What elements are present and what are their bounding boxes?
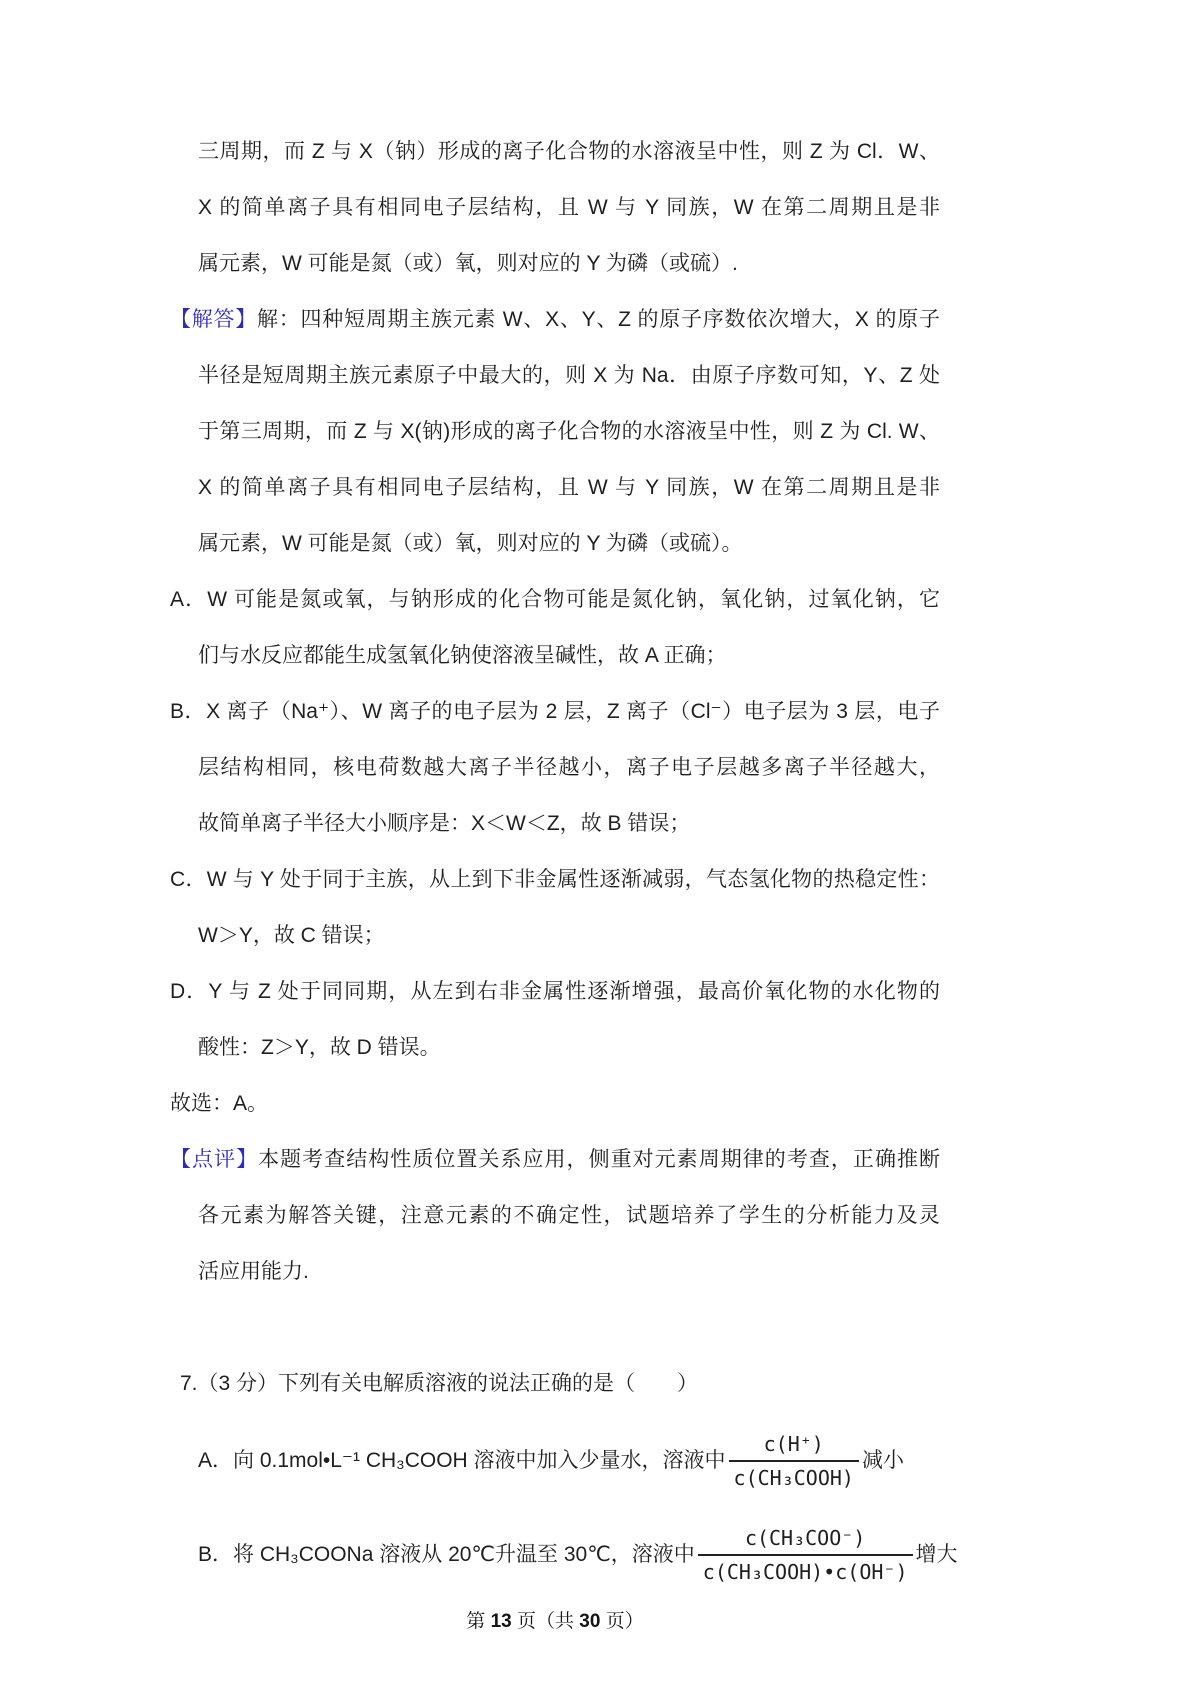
footer-total-pages: 30 [579, 1611, 601, 1632]
footer-suffix: 页） [600, 1611, 644, 1632]
footer-prefix: 第 [466, 1611, 491, 1632]
option-c-line: W＞Y，故 C 错误； [198, 924, 385, 947]
fraction-a-denominator: c(CH₃COOH) [729, 1460, 859, 1492]
option-b-line: B．X 离子（Na⁺）、W 离子的电子层为 2 层，Z 离子（Cl⁻）电子层为 3 层，电子 [170, 700, 940, 723]
question7-option-b [170, 1516, 958, 1594]
answer-line: 属元素，W 可能是氮（或）氧，则对应的 Y 为磷（或硫）。 [198, 532, 743, 555]
page-footer [170, 1606, 940, 1633]
fraction-b-denominator: c(CH₃COOH)•c(OH⁻) [698, 1554, 913, 1586]
question7-option-a [170, 1422, 940, 1500]
document-body [170, 124, 958, 1594]
option-d-line: 酸性：Z＞Y，故 D 错误。 [198, 1036, 441, 1059]
option-b-prefix: B．将 CH₃COONa 溶液从 20℃升温至 30℃，溶液中 [198, 1543, 695, 1567]
option-b-line: 层结构相同，核电荷数越大离子半径越小，离子电子层越多离子半径越大， [198, 756, 940, 779]
fraction-a [729, 1430, 859, 1492]
option-d-line: D．Y 与 Z 处于同同期，从左到右非金属性逐渐增强，最高价氧化物的水化物的 [170, 980, 940, 1003]
answer-line: X 的简单离子具有相同电子层结构，且 W 与 Y 同族，W 在第二周期且是非 [198, 476, 940, 499]
answer-paragraph-line [170, 292, 940, 348]
fraction-b-numerator: c(CH₃COO⁻) [744, 1526, 866, 1550]
option-a-suffix: 减小 [861, 1449, 904, 1473]
answer-line: 于第三周期，而 Z 与 X(钠)形成的离子化合物的水溶液呈中性，则 Z 为 Cl. W、 [198, 420, 940, 443]
comment-line: 活应用能力. [198, 1260, 309, 1283]
comment-paragraph-line [170, 1132, 940, 1188]
option-b-line: 故简单离子半径大小顺序是：X＜W＜Z，故 B 错误； [198, 812, 691, 835]
answer-line: 半径是短周期主族元素原子中最大的，则 X 为 Na．由原子序数可知，Y、Z 处 [198, 364, 940, 387]
option-a-line: 们与水反应都能生成氢氧化钠使溶液呈碱性，故 A 正确； [198, 644, 727, 667]
option-b-suffix: 增大 [915, 1543, 958, 1567]
option-a-line: A．W 可能是氮或氧，与钠形成的化合物可能是氮化钠，氧化钠，过氧化钠，它 [170, 588, 940, 611]
chosen-answer-line: 故选：A。 [170, 1092, 269, 1115]
comment-line: 各元素为解答关键，注意元素的不确定性，试题培养了学生的分析能力及灵 [198, 1204, 940, 1227]
analysis-line: 三周期，而 Z 与 X（钠）形成的离子化合物的水溶液呈中性，则 Z 为 Cl．W、 [198, 140, 940, 163]
analysis-line: 属元素，W 可能是氮（或）氧，则对应的 Y 为磷（或硫）. [198, 252, 738, 275]
answer-line-text: 解：四种短周期主族元素 W、X、Y、Z 的原子序数依次增大，X 的原子 [256, 308, 941, 331]
comment-label: 【点评】 [170, 1148, 259, 1171]
analysis-line: X 的简单离子具有相同电子层结构，且 W 与 Y 同族，W 在第二周期且是非 [198, 196, 940, 219]
option-c-line: C．W 与 Y 处于同于主族，从上到下非金属性逐渐减弱，气态氢化物的热稳定性： [170, 868, 940, 891]
question7-stem: 7.（3 分）下列有关电解质溶液的说法正确的是（ ） [180, 1372, 699, 1395]
footer-page-number: 13 [490, 1611, 512, 1632]
fraction-b [698, 1524, 913, 1586]
option-a-prefix: A．向 0.1mol•L⁻¹ CH₃COOH 溶液中加入少量水，溶液中 [198, 1449, 726, 1473]
footer-mid: 页（共 [511, 1611, 580, 1632]
fraction-a-numerator: c(H⁺) [763, 1432, 824, 1456]
answer-label: 【解答】 [170, 308, 257, 331]
comment-line-text: 本题考查结构性质位置关系应用，侧重对元素周期律的考查，正确推断 [258, 1148, 941, 1171]
